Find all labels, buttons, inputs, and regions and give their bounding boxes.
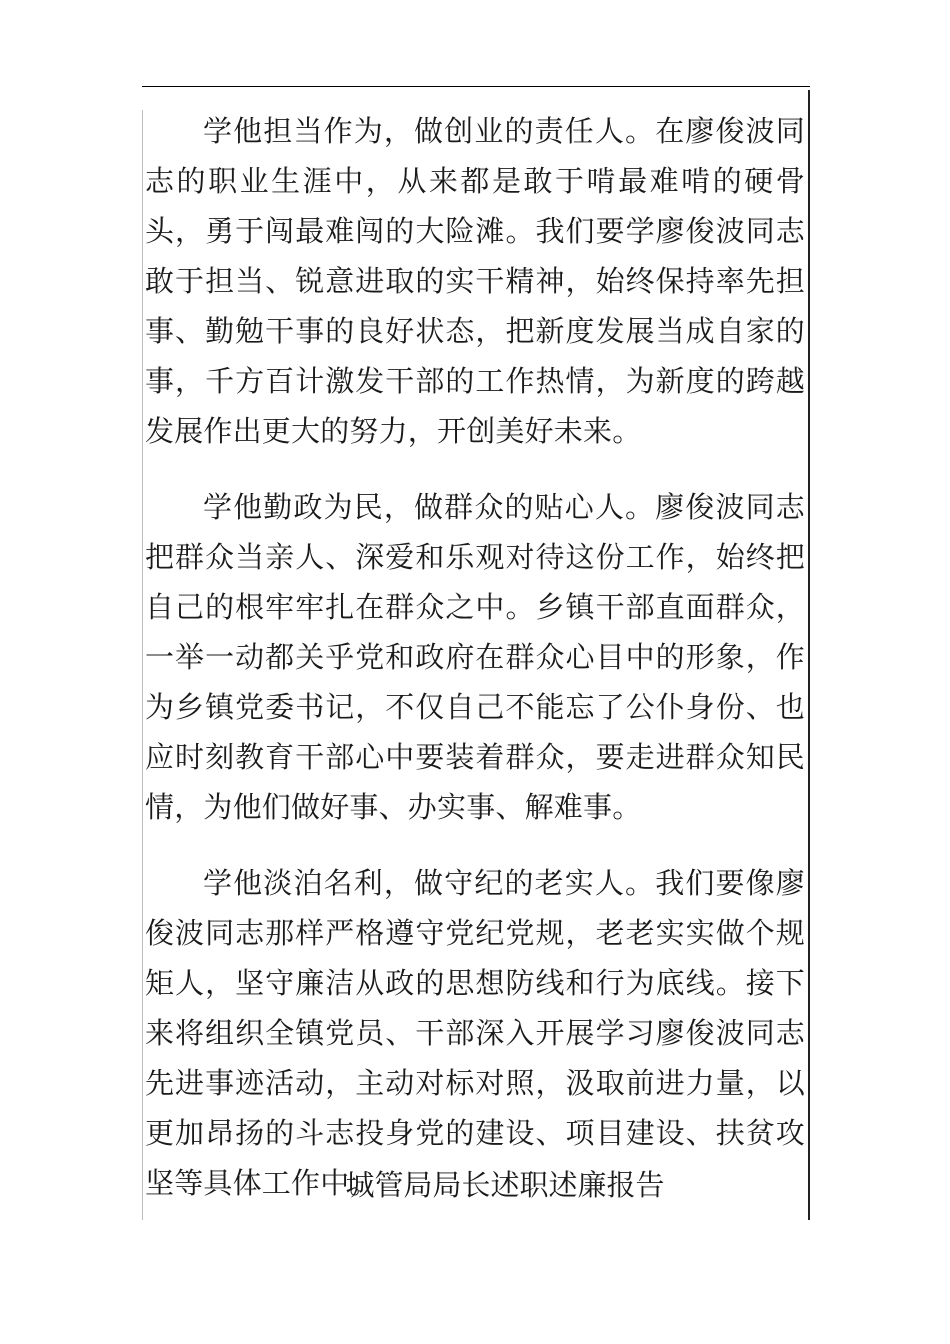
paragraph-serve-the-people: 学他勤政为民，做群众的贴心人。廖俊波同志把群众当亲人、深爱和乐观对待这份工作，始终把自己的根牢牢扎在群众之中。乡镇干部直面群众，一举一动都关乎党和政府在群众心目中的形象，作为乡镇党委书记，不仅自己不能忘了公仆身份、也应时刻教育干部心中要装着群众，要走进群众知民情，为他们做好事、办实事、解难事。 — [145, 490, 805, 824]
next-section-title: 城管局局长述职述廉报告 — [345, 1168, 665, 1202]
paragraph-dare-to-take-responsibility: 学他担当作为，做创业的责任人。在廖俊波同志的职业生涯中，从来都是敢于啃最难啃的硬骨头，勇于闯最难闯的大险滩。我们要学廖俊波同志敢于担当、锐意进取的实干精神，始终保持率先担事、勤勉干事的良好状态，把新度发展当成自家的事，千方百计激发干部的工作热情，为新度的跨越发展作出更大的努力，开创美好未来。 — [145, 114, 805, 448]
document-body — [145, 106, 805, 1208]
header-rule — [142, 86, 810, 87]
paragraph-indifferent-to-fame: 学他淡泊名利，做守纪的老实人。我们要像廖俊波同志那样严格遵守党纪党规，老老实实做个规矩人，坚守廉洁从政的思想防线和行为底线。接下来将组织全镇党员、干部深入开展学习廖俊波同志先进事迹活动，主动对标对照，汲取前进力量，以更加昂扬的斗志投身党的建设、项目建设、扶贫攻坚等具体工作中。 — [145, 866, 805, 1200]
right-margin-rule — [808, 90, 810, 1220]
left-margin-rule — [142, 110, 143, 1220]
